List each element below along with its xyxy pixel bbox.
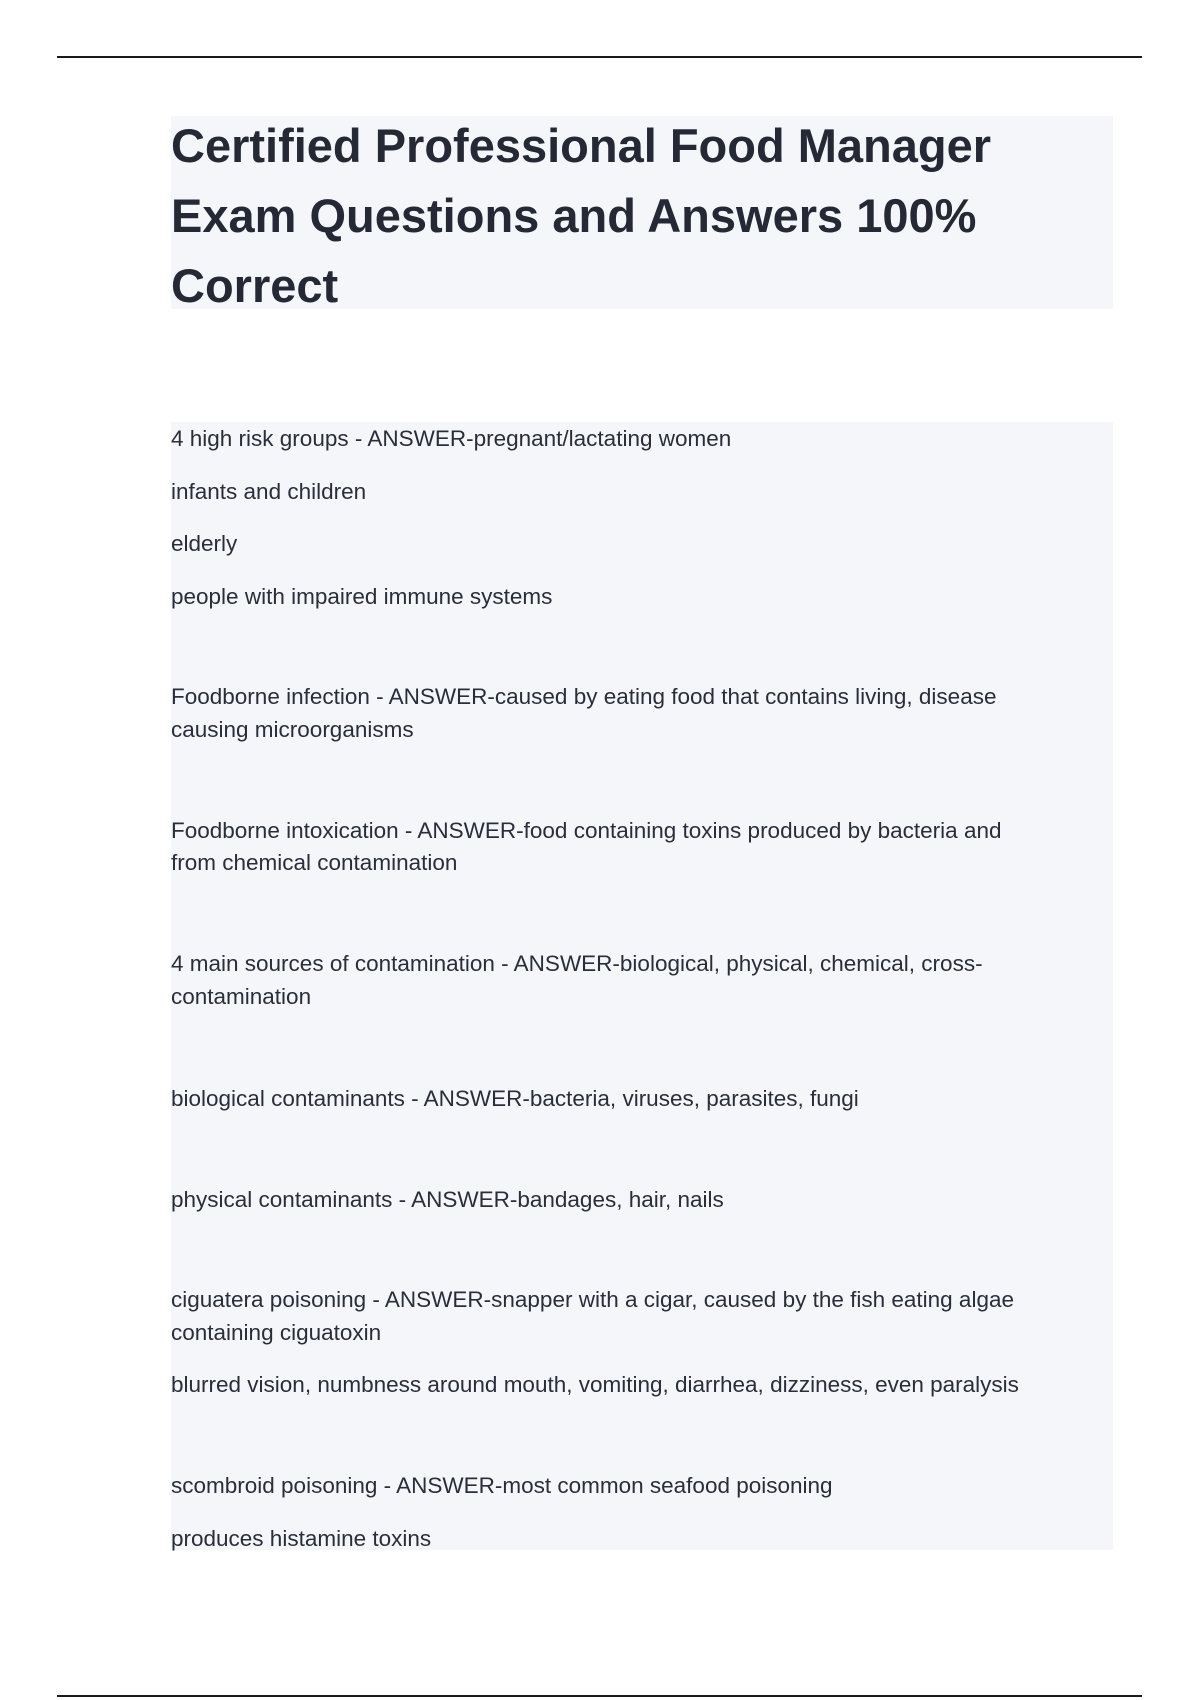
qa-line: blurred vision, numbness around mouth, vomiting, diarrhea, dizziness, even paralysis [171,1372,1019,1397]
title-line-2: Exam Questions and Answers 100% [171,189,977,242]
qa-line: contamination [171,984,312,1009]
qa-line: scombroid poisoning - ANSWER-most common seafood poisoning [171,1473,833,1498]
footer-rule [57,1695,1142,1697]
qa-line: from chemical contamination [171,850,458,875]
title-line-3: Correct [171,259,339,312]
qa-line: containing ciguatoxin [171,1320,382,1345]
qa-line: elderly [171,531,238,556]
qa-line: infants and children [171,479,367,504]
qa-line: Foodborne intoxication - ANSWER-food containing toxins produced by bacteria and [171,818,1002,843]
qa-content [171,422,1113,1550]
title-block [171,116,1113,312]
qa-line: Foodborne infection - ANSWER-caused by eating food that contains living, disease [171,684,997,709]
qa-line: ciguatera poisoning - ANSWER-snapper with a cigar, caused by the fish eating algae [171,1287,1014,1312]
qa-line: physical contaminants - ANSWER-bandages, hair, nails [171,1187,724,1212]
title-line-1: Certified Professional Food Manager [171,119,992,172]
qa-line: people with impaired immune systems [171,584,553,609]
qa-line: biological contaminants - ANSWER-bacteria, viruses, parasites, fungi [171,1086,859,1111]
qa-line: 4 high risk groups - ANSWER-pregnant/lactating women [171,426,732,451]
qa-line: produces histamine toxins [171,1526,432,1551]
document-title [171,111,1113,321]
qa-line: 4 main sources of contamination - ANSWER-biological, physical, chemical, cross- [171,951,983,976]
header-rule [57,56,1142,58]
qa-line: causing microorganisms [171,717,414,742]
